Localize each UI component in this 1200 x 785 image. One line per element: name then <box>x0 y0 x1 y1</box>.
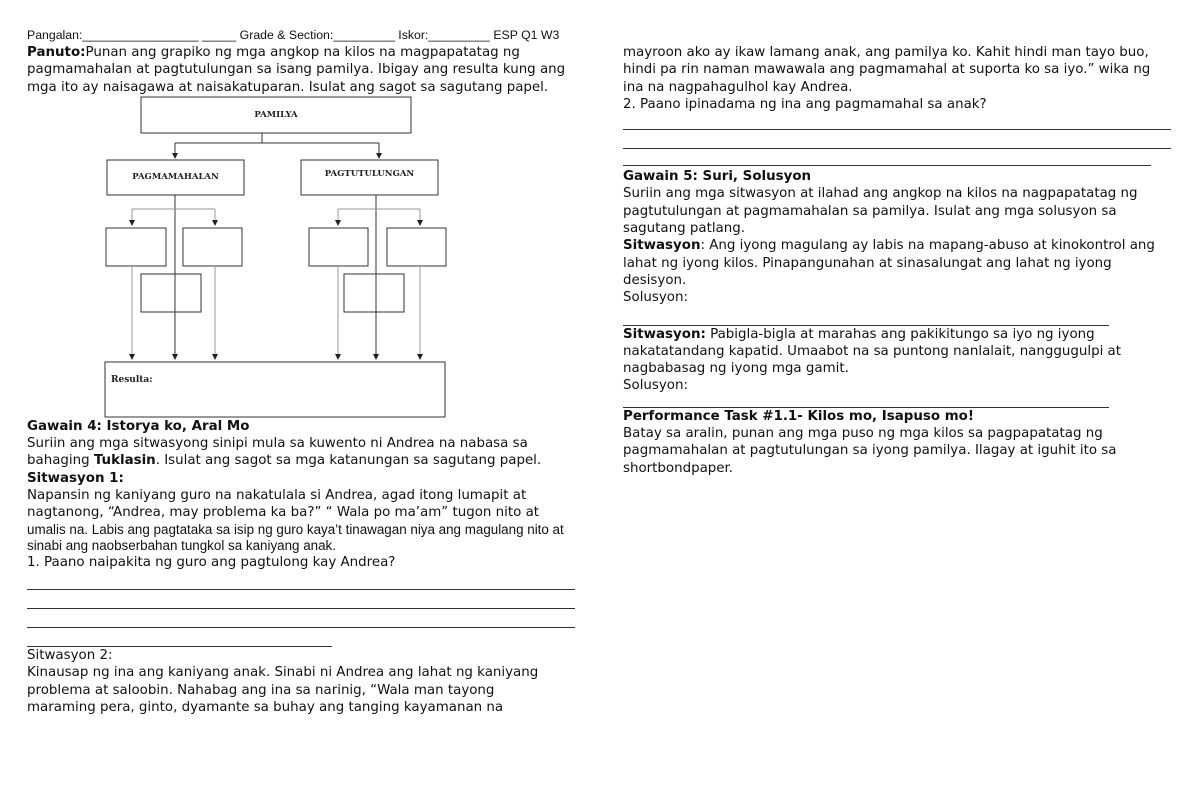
pamilya-label: PAMILYA <box>254 109 298 120</box>
answer-line-4[interactable] <box>27 628 332 647</box>
answer-line-6[interactable] <box>623 130 1171 149</box>
pagtutulungan-blank-2 <box>387 228 446 266</box>
solusyon-1-line[interactable] <box>623 307 1109 326</box>
solusyon-2-line[interactable] <box>623 395 1109 408</box>
resulta-label: Resulta: <box>111 374 153 385</box>
answer-line-7[interactable] <box>623 149 1151 166</box>
pagmamahalan-blank-2 <box>183 228 242 266</box>
gawain5-title: Gawain 5: Suri, Solusyon <box>623 169 812 185</box>
answer-line-3[interactable] <box>27 609 575 628</box>
answer-line-1[interactable] <box>27 571 575 590</box>
panuto-paragraph <box>27 44 575 96</box>
student-info-header: Pangalan:_________________ _____ Grade & Section:_________ Iskor:_________ ESP Q1 W3 <box>27 28 560 42</box>
question-1: 1. Paano naipakita ng guro ang pagtulong kay Andrea? <box>27 554 396 570</box>
sitwasyon-a-text: : Ang iyong magulang ay labis na mapang-abuso at kinokontrol ang lahat ng iyong kilos. Pinapangunahan at sinasalungat ang lahat ng iyong desisyon. <box>623 238 1155 288</box>
answer-line-5[interactable] <box>623 113 1171 130</box>
sitwasyon2-text-2: maraming pera, ginto, dyamante sa buhay ang tanging kayamanan na <box>27 699 504 715</box>
left-column <box>27 28 575 716</box>
question-2: 2. Paano ipinadama ng ina ang pagmamahal sa anak? <box>623 96 987 112</box>
sitwasyon2-continuation: mayroon ako ay ikaw lamang anak, ang pamilya ko. Kahit hindi man tayo buo, hindi pa rin naman mawawala ang pagmamahal at suporta ko sa iyo.” wika ng ina na nagpahagulhol kay Andrea. <box>623 45 1151 95</box>
solusyon-2-label: Solusyon: <box>623 378 688 394</box>
pagmamahalan-blank-1 <box>106 228 166 266</box>
panuto-label: Panuto: <box>27 45 86 60</box>
resulta-box <box>105 362 445 417</box>
pagmamahalan-label: PAGMAMAHALAN <box>132 171 219 182</box>
gawain5-intro: Suriin ang mga sitwasyon at ilahad ang angkop na kilos na nagpapatatag ng pagtutulungan at pagmamahalan sa pamilya. Isulat ang mga solusyon sa sagutang patlang. <box>623 186 1138 237</box>
pagmamahalan-blank-3 <box>141 274 201 312</box>
performance-task-text: Batay sa aralin, punan ang mga puso ng mga kilos sa pagpapatatag ng pagmamahalan at pagtutulungan sa iyong pamilya. Ilagay at iguhit ito sa shortbondpaper. <box>623 426 1117 476</box>
sitwasyon2-label: Sitwasyon 2: <box>27 647 113 663</box>
sitwasyon-b <box>623 326 1171 378</box>
family-graphic-organizer <box>27 96 575 418</box>
sitwasyon-b-label: Sitwasyon: <box>623 326 706 342</box>
sitwasyon1-text-b: umalis na. Labis ang pagtataka sa isip ng guro kaya’t tinawagan niya ang magulang nito at sinabi ang naobserbahan tungkol sa kaniyang anak. <box>27 521 564 553</box>
pagtutulungan-blank-3 <box>344 274 404 312</box>
gawain4-intro-tuklasin: Tuklasin <box>93 453 156 469</box>
panuto-text: Punan ang grapiko ng mga angkop na kilos na magpapatatag ng pagmamahalan at pagtutulungan sa isang pamilya. Ibigay ang resulta kung ang mga ito ay naisagawa at naisakatuparan. Isulat ang sagot sa sagutang papel. <box>27 45 566 95</box>
gawain4-intro <box>27 435 575 470</box>
gawain4-title: Gawain 4: Istorya ko, Aral Mo <box>27 418 250 434</box>
sitwasyon1-label: Sitwasyon 1: <box>27 470 124 486</box>
sitwasyon1-text-a: Napansin ng kaniyang guro na nakatulala si Andrea, agad itong lumapit at nagtanong, “Andrea, may problema ka ba?” “ Wala po ma’am” tugon nito at <box>27 488 540 521</box>
pagtutulungan-label: PAGTUTULUNGAN <box>324 168 415 179</box>
sitwasyon-b-text: Pabigla-bigla at marahas ang pakikitungo sa iyo ng iyong nakatatandang kapatid. Umaabot na sa puntong nanlalait, nanggugulpi at nagbabasag ng iyong mga gamit. <box>623 326 1122 377</box>
gawain4-intro-b: . Isulat ang sagot sa mga katanungan sa sagutang papel. <box>155 453 542 469</box>
gawain4-intro-a: Suriin ang mga sitwasyong sinipi mula sa kuwento ni Andrea na nabasa sa bahaging <box>27 436 528 469</box>
answer-line-2[interactable] <box>27 590 575 609</box>
solusyon-1-label: Solusyon: <box>623 290 688 306</box>
organizer-lines <box>27 96 575 418</box>
sitwasyon2-text: Kinausap ng ina ang kaniyang anak. Sinabi ni Andrea ang lahat ng kaniyang problema at saloobin. Nahabag ang ina sa narinig, “Wala man tayong <box>27 665 539 698</box>
sitwasyon-a-label: Sitwasyon <box>623 238 701 254</box>
pagtutulungan-blank-1 <box>309 228 368 266</box>
performance-task-title: Performance Task #1.1- Kilos mo, Isapuso mo! <box>623 408 974 424</box>
right-column <box>623 44 1171 477</box>
sitwasyon-a <box>623 237 1171 289</box>
